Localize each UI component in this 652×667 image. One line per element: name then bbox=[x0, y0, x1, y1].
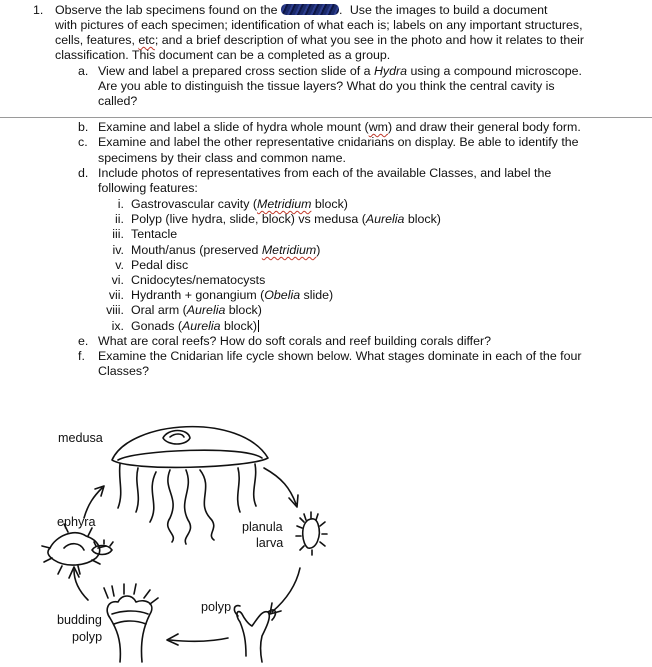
item1-text-line3: cells, features, etc; and a brief description of what you see in the photo and how it relates to their bbox=[55, 33, 584, 47]
item-a-line3: called? bbox=[98, 94, 138, 108]
item-f-line2: Classes? bbox=[98, 364, 149, 378]
item1-text-line2: with pictures of each specimen; identification of what each is; labels on any important structures, bbox=[55, 18, 583, 32]
item-number-1: 1. bbox=[33, 3, 44, 17]
feature-number: i. bbox=[117, 197, 124, 211]
item-a-marker: a. bbox=[78, 64, 89, 78]
feature-number: iv. bbox=[112, 243, 124, 257]
item-e-line1: What are coral reefs? How do soft corals and reef building corals differ? bbox=[98, 334, 492, 348]
item-d-line2: following features: bbox=[98, 181, 198, 195]
feature-item: Gonads (Aurelia block) bbox=[131, 319, 258, 333]
feature-number: vi. bbox=[111, 273, 124, 287]
item-d-line1: Include photos of representatives from each of the available Classes, and label the bbox=[98, 166, 552, 180]
item1-text-line4: classification. This document can be a completed as a group. bbox=[55, 48, 391, 62]
feature-number: viii. bbox=[106, 303, 124, 317]
item1-text-line1: Observe the lab specimens found on the . Use the images to build a document bbox=[55, 3, 548, 17]
label-planula: planula bbox=[242, 520, 283, 534]
label-budding: budding bbox=[57, 613, 102, 627]
label-polyp: polyp bbox=[201, 600, 232, 614]
cnidarian-life-cycle-figure bbox=[0, 400, 652, 667]
feature-item: Cnidocytes/nematocysts bbox=[131, 273, 266, 287]
feature-item: Hydranth + gonangium (Obelia slide) bbox=[131, 288, 334, 302]
feature-item: Mouth/anus (preserved Metridium) bbox=[131, 243, 321, 257]
label-larva: larva bbox=[256, 536, 284, 550]
item-a-line2: Are you able to distinguish the tissue layers? What do you think the central cavity is bbox=[98, 79, 555, 93]
feature-number: ii. bbox=[115, 212, 124, 226]
planula-larva-illustration bbox=[296, 512, 327, 555]
item-d-marker: d. bbox=[78, 166, 89, 180]
redacted-scribble bbox=[281, 4, 339, 15]
budding-polyp-illustration bbox=[104, 584, 158, 662]
item-c-line1: Examine and label the other representative cnidarians on display. Be able to identify the bbox=[98, 135, 579, 149]
feature-item: Tentacle bbox=[131, 227, 178, 241]
feature-item: Gastrovascular cavity (Metridium block) bbox=[131, 197, 348, 211]
feature-number: ix. bbox=[111, 319, 124, 333]
feature-item: Oral arm (Aurelia block) bbox=[131, 303, 262, 317]
polyp-illustration bbox=[234, 606, 275, 662]
text-cursor bbox=[258, 320, 259, 332]
label-ephyra: ephyra bbox=[57, 515, 96, 529]
feature-number: vii. bbox=[108, 288, 124, 302]
feature-number: iii. bbox=[112, 227, 124, 241]
item-e-marker: e. bbox=[78, 334, 89, 348]
feature-number: v. bbox=[115, 258, 124, 272]
item-f-line1: Examine the Cnidarian life cycle shown below. What stages dominate in each of the four bbox=[98, 349, 582, 363]
item-b-marker: b. bbox=[78, 120, 89, 134]
item-f-marker: f. bbox=[78, 349, 85, 363]
feature-item: Pedal disc bbox=[131, 258, 189, 272]
label-medusa: medusa bbox=[58, 431, 103, 445]
item-c-marker: c. bbox=[78, 135, 88, 149]
item-c-line2: specimens by their class and common name. bbox=[98, 151, 346, 165]
feature-item: Polyp (live hydra, slide, block) vs medusa (Aurelia block) bbox=[131, 212, 441, 226]
item-a-line1: View and label a prepared cross section slide of a Hydra using a compound microscope. bbox=[98, 64, 582, 78]
label-budding-polyp: polyp bbox=[72, 630, 103, 644]
page-break-line bbox=[0, 117, 652, 118]
item-b-line1: Examine and label a slide of hydra whole mount (wm) and draw their general body form. bbox=[98, 120, 581, 134]
